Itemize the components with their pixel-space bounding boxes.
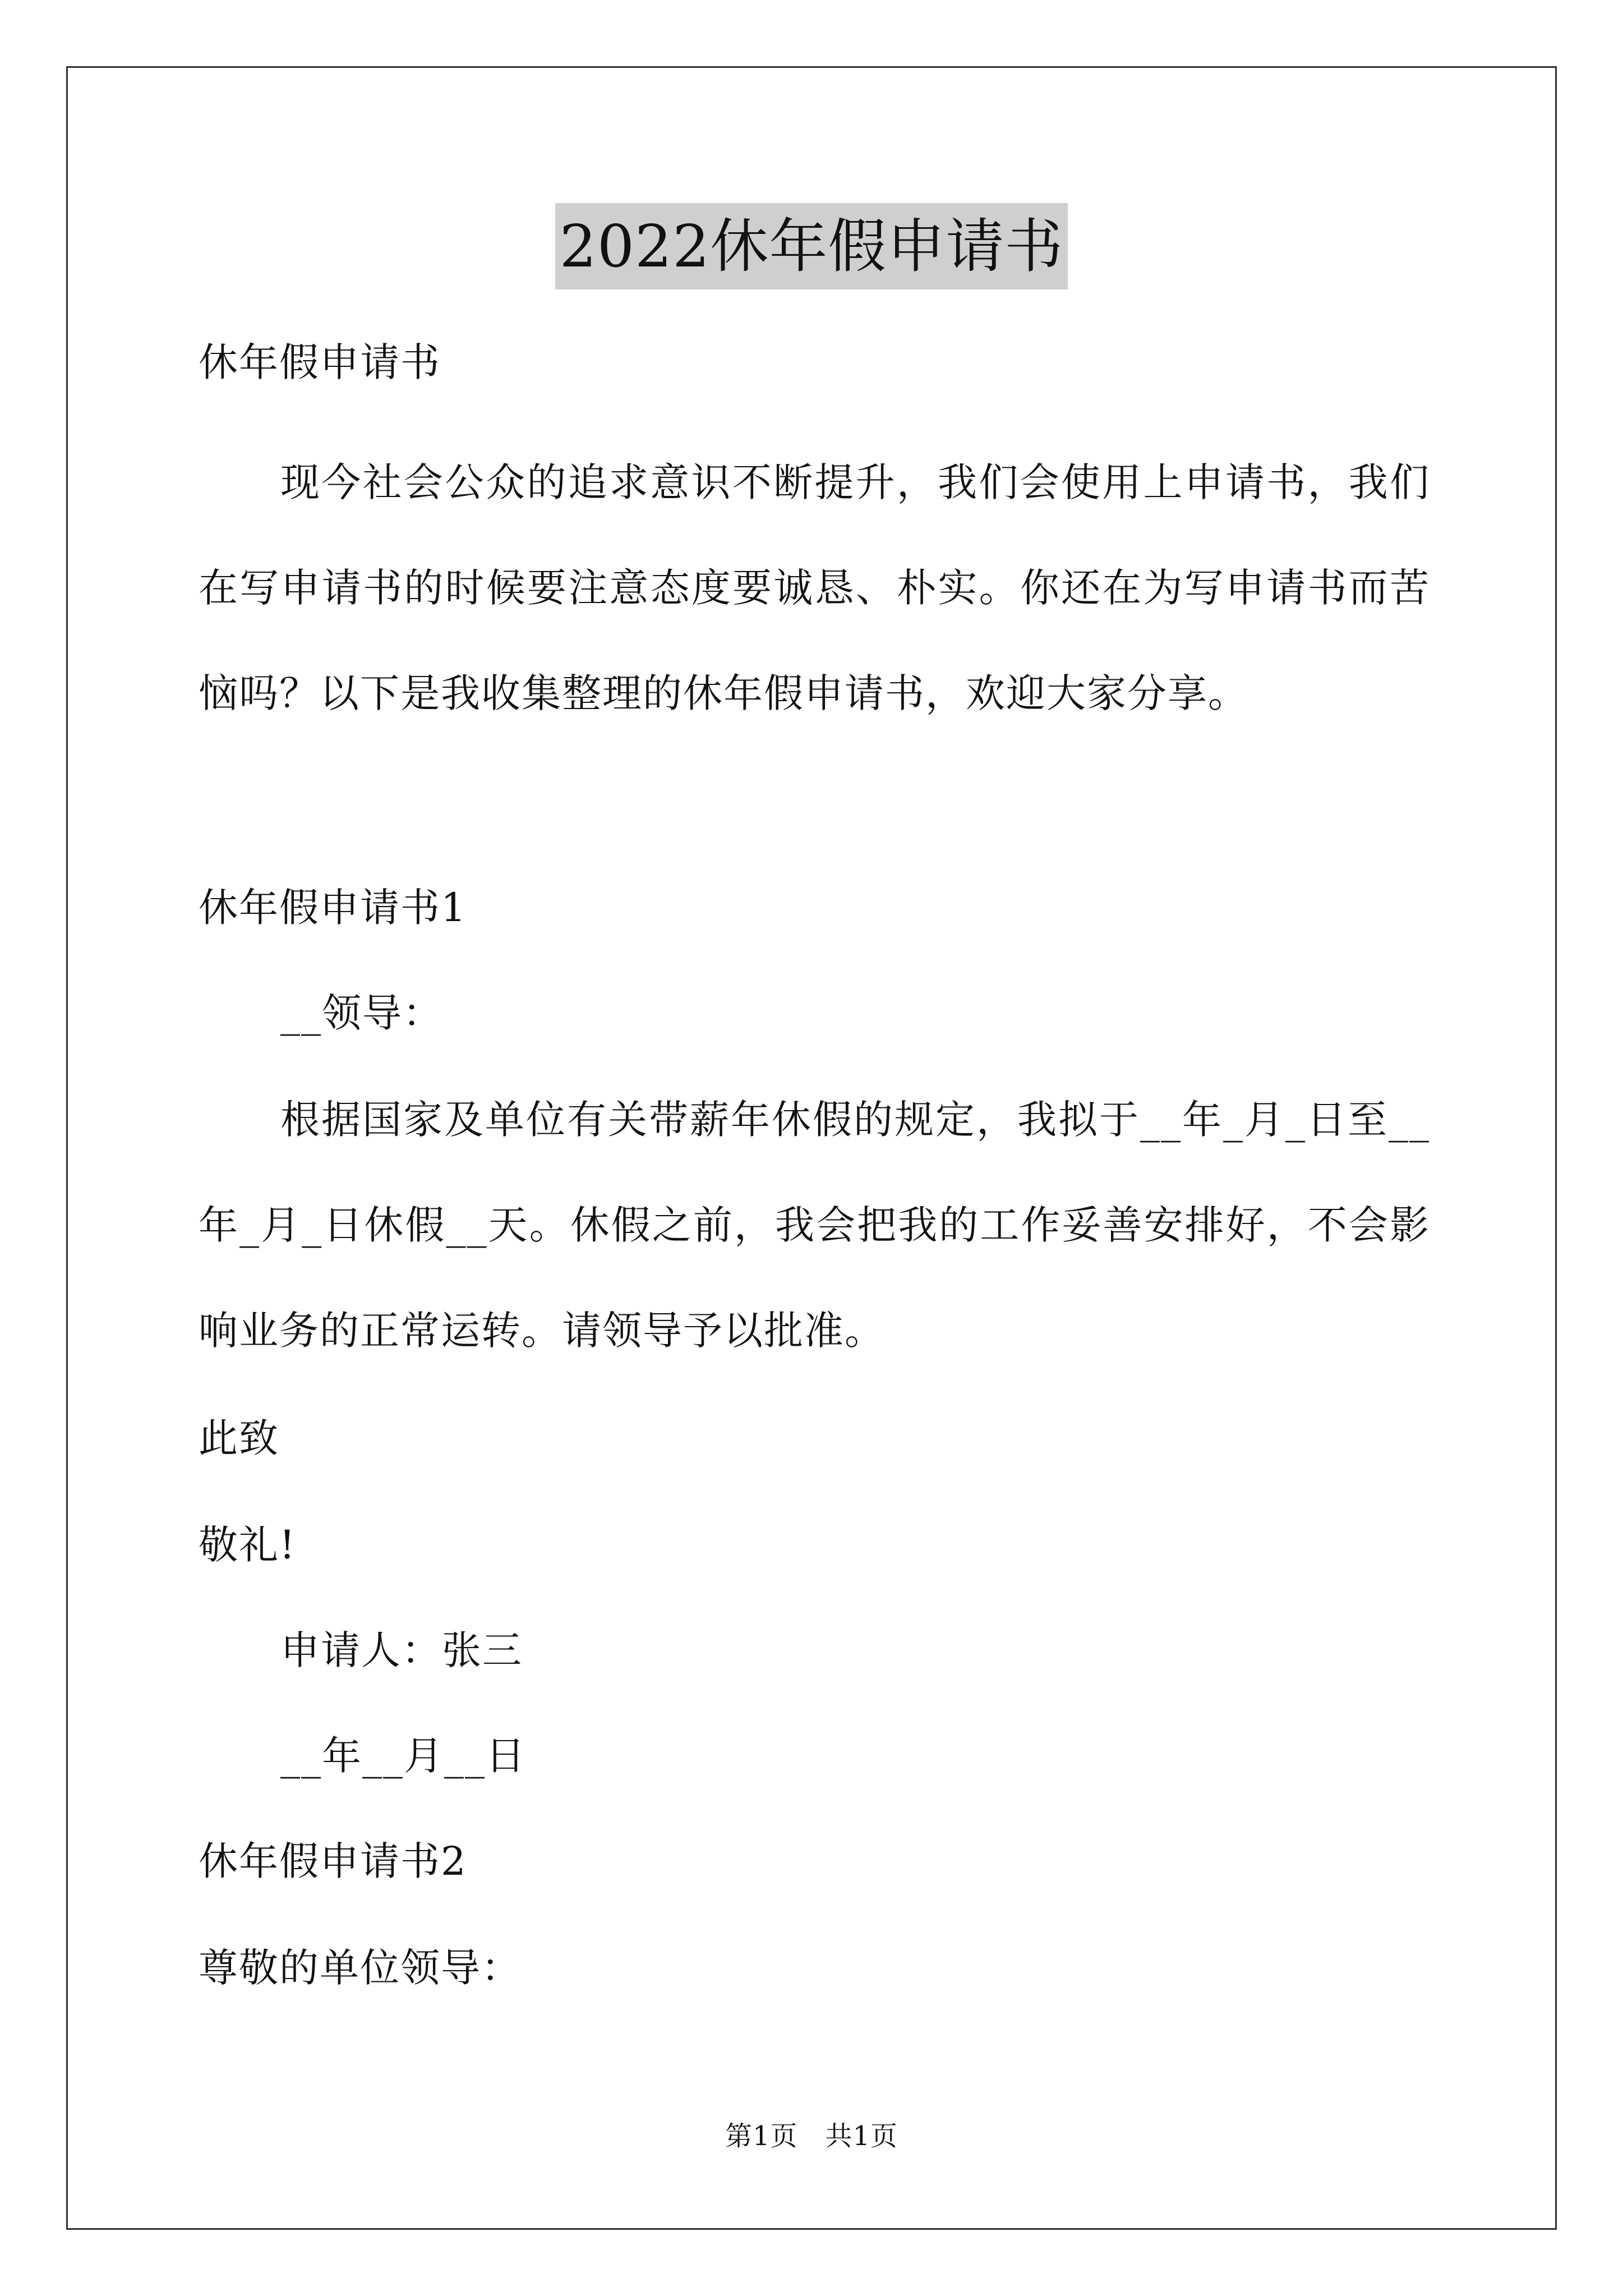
section-heading-2: 休年假申请书2 <box>199 1838 467 1884</box>
salutation-2: 尊敬的单位领导： <box>199 1945 522 1991</box>
intro-paragraph-line-2: 在写申请书的时候要注意态度要诚恳、朴实。你还在为写申请书而苦 <box>199 565 1430 611</box>
intro-paragraph-line-1: 现今社会公众的追求意识不断提升，我们会使用上申请书，我们 <box>280 459 1430 505</box>
salutation: __领导： <box>280 990 443 1036</box>
closing-line-2: 敬礼! <box>199 1522 297 1568</box>
page-footer: 第1页 共1页 <box>725 2120 898 2152</box>
body-paragraph-line-1: 根据国家及单位有关带薪年休假的规定，我拟于__年_月_日至__ <box>280 1097 1430 1143</box>
body-paragraph-line-2: 年_月_日休假__天。休假之前，我会把我的工作妥善安排好，不会影 <box>199 1202 1430 1248</box>
page-border <box>66 66 1557 2230</box>
section-heading-1: 休年假申请书1 <box>199 885 467 931</box>
closing-line-1: 此致 <box>199 1415 279 1461</box>
intro-paragraph-line-3: 恼吗？以下是我收集整理的休年假申请书，欢迎大家分享。 <box>199 670 1248 716</box>
title-container <box>0 203 1623 289</box>
signature-date: __年__月__日 <box>280 1733 526 1779</box>
section-heading: 休年假申请书 <box>199 339 441 385</box>
applicant-name: 申请人：张三 <box>280 1627 523 1673</box>
document-title: 2022休年假申请书 <box>555 203 1068 289</box>
body-paragraph-line-3: 响业务的正常运转。请领导予以批准。 <box>199 1308 885 1354</box>
